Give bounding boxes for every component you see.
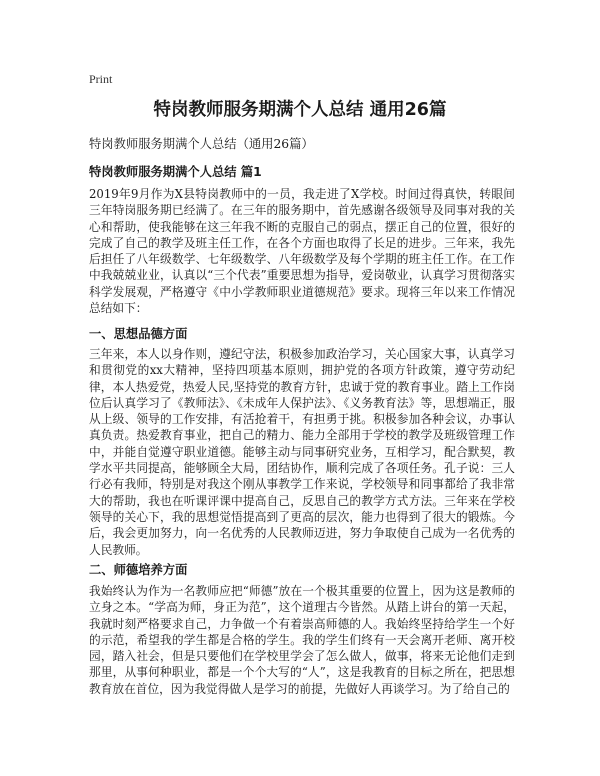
section-body-ethics: 我始终认为作为一名教师应把“师德”放在一个极其重要的位置上，因为这是教师的立身之本。“学高为师，身正为范”，这个道理古今皆然。从踏上讲台的第一天起，我就时刻严格要求自己，力争做一个有着崇高师德的人。我始终坚持给学生一个好的示范，希望我的学生都是合格的学生。我的学生们终有一天会离开老师、离开校园，踏入社会，但是只要他们在学校里学会了怎么做人，做事，将来无论他们走到那里，从事何种职业，都是一个个大写的“人”，这是我教育的目标之所在，把思想教育放在首位，因为我觉得做人是学习的前提，先做好人再谈学习。为了给自己的 [89, 584, 515, 696]
section-body-ideology: 三年来，本人以身作则，遵纪守法，积极参加政治学习，关心国家大事，认真学习和贯彻党的xx大精神，坚持四项基本原则，拥护党的各项方针政策，遵守劳动纪律，本人热爱党，热爱人民,坚持党的教育方针，忠诚于党的教育事业。踏上工作岗位后认真学习了《教师法》、《未成年人保护法》、《义务教育法》等，思想端正，服从上级、领导的工作安排，有活抢着干，有担勇于挑。积极参加各种会议，办事认真负责。热爱教育事业，把自己的精力、能力全部用于学校的教学及班级管理工作中，并能自觉遵守职业道德。能够主动与同事研究业务，互相学习，配合默契，教学水平共同提高，能够顾全大局，团结协作，顺利完成了各项任务。孔子说：三人行必有我师，特别是对我这个刚从事教学工作来说，学校领导和同事都给了我非常大的帮助，我也在听课评课中提高自己，反思自己的教学方式方法。三年来在学校领导的关心下，我的思想觉悟提高到了更高的层次，能力也得到了很大的锻炼。今后，我会更加努力，向一名优秀的人民教师迈进，努力争取使自己成为一名优秀的人民教师。 [89, 347, 515, 557]
intro-paragraph: 2019年9月作为X县特岗教师中的一员，我走进了X学校。时间过得真快，转眼间三年特岗服务期已经满了。在三年的服务期中，首先感谢各级领导及同事对我的关心和帮助，使我能够在这三年我不断的克服自己的弱点，摆正自己的位置，很好的完成了自己的教学及班主任工作，在各个方面也取得了长足的进步。三年来，我先后担任了八年级数学、七年级数学、八年级数学及每个学期的班主任工作。在工作中我兢兢业业，认真以“三个代表”重要思想为指导，爱岗敬业，认真学习贯彻落实科学发展观，严格遵守《中小学教师职业道德规范》要求。现将三年以来工作情况总结如下： [89, 187, 515, 316]
document-title: 特岗教师服务期满个人总结 通用26篇 [153, 100, 447, 120]
document-subtitle: 特岗教师服务期满个人总结（通用26篇） [89, 137, 314, 151]
print-label: Print [89, 72, 113, 86]
section-heading-ethics: 二、师德培养方面 [89, 563, 188, 577]
article-heading: 特岗教师服务期满个人总结 篇1 [89, 165, 262, 179]
section-heading-ideology: 一、思想品德方面 [89, 327, 188, 341]
